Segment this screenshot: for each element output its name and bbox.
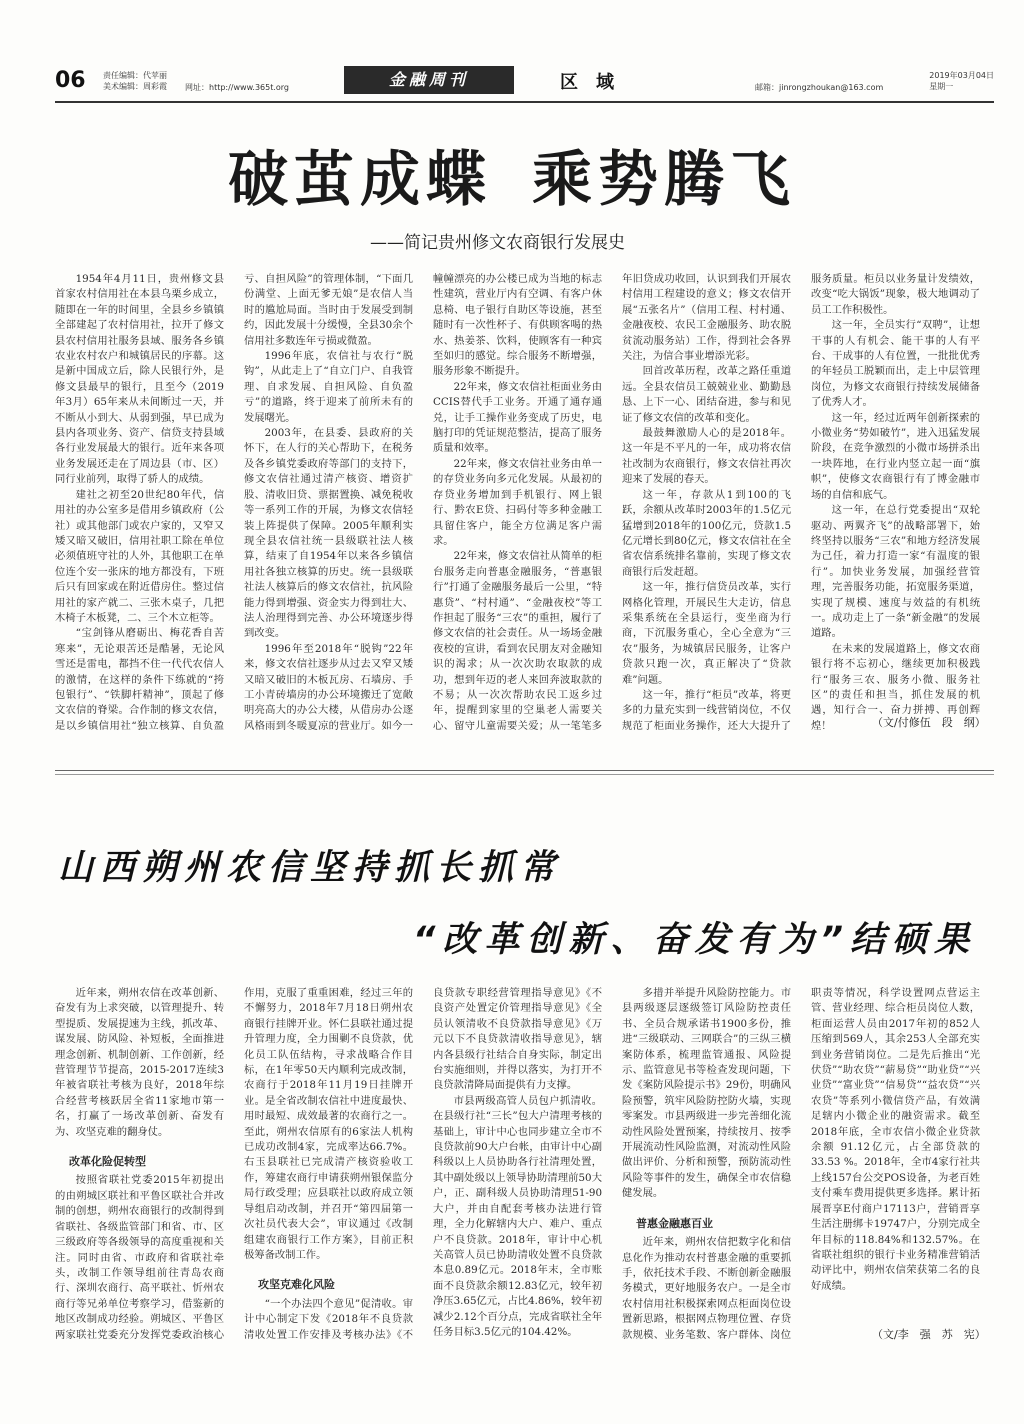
- article1-byline: （文/付修伍 段 纲）: [872, 716, 986, 729]
- article1-paragraph: 这一年，经过近两年创新探索的小微业务“势如破竹”，进入迅猛发展阶段，在竞争激烈的小微市场拼杀出一块阵地，在行业内竖立起一面“旗帜”，使修文农商银行有了博金融市场的自信和底气。: [811, 411, 980, 501]
- article2-paragraph: 按照省联社党委2015年初提出的由朔城区联社和平鲁区联社合并改制的创想，朔州农商银行的改制得到省联社、各级监管部门和省、市、区三级政府等各级领导的高度重视和关注。同时由省、市政府和省联社牵头，改制工作领导组前往青岛农商行、深圳农商行、高平联社、忻州农商行等兄弟单位考察学习，借鉴新的地区改制成功经验。朔城区、平鲁区两家联社党委充分发挥党委政治核心作用，克服了重重困难，经过三年的不懈努力，2018年7月18日朔州农商银行挂牌开业。怀仁县联社通过提升管理力度，全力围剿不良贷款，优化员工队伍结构，寻求战略合作目标，在1年零50天内顺利完成改制，农商行于2018年11月19日挂牌开业。是全省改制农信社中进度最快、用时最短、成效最著的农商行之一。至此，朔州农信原有的6家法人机构已成功改制4家，完成率达66.7%。右玉县联社已完成清产核资验收工作，筹建农商行申请获朔州银保监分局行政受理；应县联社以政府成立领导组启动改制，并召开“第四届第一次社员代表大会”，审议通过《改制组建农商银行工作方案》，目前正积极筹备改制工作。: [55, 987, 413, 1341]
- article2-paragraph: 多措并举提升风险防控能力。市县两级逐层逐级签订风险防控责任书、全员合规承诺书1900多份，推进“三级联动、三网联合”的三纵三横案防体系，梳理监管通报、风险提示、监管意见书等检查发现问题，下发《案防风险提示书》29份，明确风险预警，筑牢风险防控防火墙，实现零案发。市县两级进一步完善细化流动性风险处置预案，持续按月、按季开展流动性风险监测，对流动性风险做出评价、分析和预警，预防流动性风险等事件的发生，确保全市农信稳健发展。: [622, 987, 791, 1200]
- article1-paragraph: 这一年，推行信贷员改革，实行网格化管理，开展民生大走访，信息采集系统在全县运行，变坐商为行商，下沉服务重心，全心全意为“三农”服务，为城镇居民服务，让客户贷款只跑一次，真正解决了“贷款难”问题。: [622, 581, 791, 686]
- article1-paragraph: 建社之初至20世纪80年代，信用社的办公室多是借用乡镇政府（公社）或其他部门或农户家的，又窄又矮又暗又破旧，信用社职工除在单位必须值班守社的人外，其他职工在单位连个安一张床的地方都没有，下班后只有回家或在附近借房住。整过信用社的家产就二、三张木桌子，几把木椅子木板凳，二、三个木立柜等。: [55, 488, 224, 624]
- article1-headline-part1: 破茧成蝶: [228, 145, 492, 215]
- article1-headline-part2: 乘势腾飞: [532, 145, 796, 215]
- article2-headline-line1: 山西朔州农信坚持抓长抓常: [58, 848, 563, 888]
- editor-credits: [103, 70, 167, 92]
- article2-byline: （文/李 强 苏 宪）: [872, 1328, 986, 1341]
- article2-paragraph: 市县两级高管人员包户抓清收。在县级行社“三长”包大户清理考核的基础上，审计中心也同步建立全市不良贷款前90大户台帐，由审计中心副科级以上人员协助各行社清理处置，其中副处级以上领导协助清理前50大户，正、副科级人员协助清理51-90大户，并由自配套考核办法进行管理，全力化解辖内大户、难户、重点户不良贷款。2018年，审计中心机关高管人员已协助清收处置不良贷款本息0.89亿元。2018年末，全市账面不良贷款余额12.83亿元，较年初净压3.65亿元，占比4.86%，较年初减少2.12个百分点，完成省联社全年任务目标3.5亿元的104.42%。: [433, 1094, 602, 1338]
- article-divider: [55, 770, 994, 771]
- article1-paragraph: 1996年底，农信社与农行“脱钩”，从此走上了“自立门户、自我管理、自求发展、自担风险、自负盈亏”的道路，终于迎来了前所未有的发展曙光。: [244, 350, 413, 424]
- article1-paragraph: 2003年，在县委、县政府的关怀下，在人行的关心帮助下，在税务及各乡镇党委政府等部门的支持下，修文农信社通过清产核资、增资扩股、清收旧贷、票据置换、减免税收等一系列工作的开展，为修文农信轻装上阵提供了保障。2005年顺利实现全县农信社统一县级联社法人核算，结束了自1954年以来各乡镇信用社各独立核算的历史。统一县级联社法人核算后的修文农信社，抗风险能力得到增强、资金实力得到壮大、法人治理得到完善、办公环境逐步得到改变。: [244, 427, 413, 640]
- article1-paragraph: 最鼓舞激励人心的是2018年。这一年是不平凡的一年，成功将农信社改制为农商银行，修文农信社再次迎来了发展的春天。: [622, 427, 791, 486]
- article1-headline: [0, 132, 1024, 218]
- article1-paragraph: “宝剑锋从磨砺出、梅花香自苦寒来”，无论艰苦还是酷暑，无论风雪还是雷电，都挡不住一代代农信人的激情，在这样的条件下练就的“挎包银行”、“铁脚杆精神”，顶起了修文农信的脊梁。合作制的修文农信，是以乡镇信用社“独立核算、自负盈亏、自担风险”的管理体制，“下面几份满堂、上面无爹无娘”是农信人当时的尴尬局面。当时由于发展受到制约，因此发展十分缓慢，全县30余个信用社多数连年亏损或微盈。: [55, 273, 413, 732]
- article1-paragraph: 这一年，推行“柜员”改革，将更多的力量充实到一线营销岗位，不仅规范了柜面业务操作，还大大提升了服务质量。柜员以业务量计发绩效，改变“吃大锅饭”现象，极大地调动了员工工作积极性。: [622, 273, 980, 732]
- article1-paragraph: 1996年至2018年“脱钩”22年来，修文农信社逐步从过去又窄又矮又暗又破旧的木板瓦房、石墙房、手工小青砖墙房的办公环境搬迁了宽敞明亮高大的办公大楼，从借房办公逐风格雨到冬暖夏凉的营业厅。如今一幢幢漂亮的办公楼已成为当地的标志性建筑，营业厅内有空调、有客户休息椅、电子银行自助区等设施，甚至随时有一次性杯子、有供顾客喝的热水、热姜茶、饮料，使顾客有一种宾至如归的感觉。综合服务不断增强，服务形象不断提升。: [244, 273, 602, 732]
- email-line: 邮箱：jinrongzhoukan@163.com: [755, 83, 884, 92]
- article2-headline-line2: “改革创新、奋发有为”结硕果: [412, 920, 976, 960]
- masthead-logo: 金融周刊: [344, 66, 514, 94]
- article1-paragraph: 这一年，存款从1到100的飞跃，余额从改革时2003年的1.5亿元猛增到2018年的100亿元，贷款1.5亿元增长到80亿元，修文农信社在全省农信系统排名靠前，实现了修文农商银行后发赶超。: [622, 488, 791, 578]
- editor-line: 责任编辑：代苹丽: [103, 71, 167, 80]
- article2-paragraph: “一个办法四个意见”促清收。审计中心制定下发《2018年不良贷款清收处置工作安排及考核办法》《不良贷款专职经营管理指导意见》《不良资产处置定价管理指导意见》《全员认领清收不良贷款指导意见》《万元以下不良贷款清收指导意见》，辖内各县级行社结合自身实际，制定出台实施细则，并得以落实，为打开不良贷款清降局面提供有力支撑。: [244, 987, 602, 1341]
- article1-paragraph: 22年来，修文农信社从简单的柜台服务走向普惠金融服务，“普惠银行”打通了金融服务最后一公里，“特惠贷”、“村村通”、“金融夜校”等工作担起了服务“三农”的重担，履行了修文农信的社会责任。从一场场金融夜校的宣讲，看到农民朋友对金融知识的渴求；从一次次助农取款的成功，想到年迈的老人来回奔波取款的不易；从一次次帮助农民工返乡过年，提醒到家里的空巢老人需要关心、留守儿童需要关爱；从一笔笔多年旧贷成功收回，认识到我们开展农村信用工程建设的意义；修文农信开展“五张名片”（信用工程、村村通、金融夜校、农民工金融服务、助农脱贫流动服务站）工作，得到社会各界关注，为信合事业增添光彩。: [433, 273, 791, 732]
- article2-subheading: 普惠金融惠百业: [636, 1216, 713, 1230]
- article2-body: [55, 986, 980, 1386]
- article1-body: [55, 272, 980, 740]
- designer-line: 美术编辑：周彩霞: [103, 82, 167, 91]
- article2-subheading: 攻坚克难化风险: [258, 1278, 335, 1292]
- page-header: [55, 66, 994, 100]
- article1-paragraph: 这一年，在总行党委提出“双轮驱动、两翼齐飞”的战略部署下，始终坚持以服务“三农”和地方经济发展为己任，着力打造一家“有温度的银行”。加快业务发展，加强经营管理，完善服务功能，拓宽服务渠道，实现了规模、速度与效益的有机统一。成功走上了一条“新金融”的发展道路。: [811, 504, 980, 640]
- date-line: 2019年03月04日: [929, 71, 994, 80]
- article1-paragraph: 22年来，修文农信社柜面业务由CCIS替代手工业务。开通了通存通兑，让手工操作业务变成了历史，电脑打印的凭证规范整洁，提高了服务质量和效率。: [433, 380, 602, 455]
- article1-paragraph: 回首改革历程，改革之路任重道远。全县农信员工兢兢业业、勤勤恳恳、上下一心、团结奋进，参与和见证了修文农信的改革和变化。: [622, 365, 791, 424]
- article2-paragraph: 近年来，朔州农信在改革创新、奋发有为上求突破，以管理提升、转型提质、发展提速为主线，抓改革、谋发展、防风险、补短板，全面推进理念创新、机制创新、工作创新，经营管理节节提高，2015-2017连续3年被省联社考核为良好，2018年综合经营考核跃居全省11家地市第一名，打赢了一场改革创新、奋发有为、攻坚克难的翻身仗。: [55, 987, 224, 1138]
- article1-paragraph: 1954年4月11日，贵州修文县首家农村信用社在本县乌栗乡成立，随即在一年的时间里，全县乡乡镇镇全部建起了农村信用社，拉开了修文县农村信用社服务县域、服务各乡镇农业农村农户和城镇居民的序幕。这是新中国成立后，除人民银行外，是修文县最早的银行，且至今（2019年3月）65年来从未间断过一天，并不断从小到大、从弱到强，早已成为县内各项业务、资产、信贷支持县域各行业发展最大的银行。近年来各项业务发展还走在了周边县（市、区）同行业前列，取得了骄人的成绩。: [55, 273, 224, 486]
- weekday-line: 星期一: [929, 82, 954, 91]
- article2-subheading: 改革化险促转型: [69, 1155, 146, 1169]
- page-number: 06: [55, 68, 86, 93]
- article1-subtitle: ——简记贵州修文农商银行发展史: [370, 233, 625, 253]
- article-divider-secondary: [55, 774, 994, 775]
- article1-paragraph: 这一年，全员实行“双聘”，让想干事的人有机会、能干事的人有平台、干成事的人有位置，一批批优秀的年轻员工脱颖而出，走上中层管理岗位，为修文农商银行持续发展储备了优秀人才。: [811, 319, 980, 409]
- section-name: 区域: [560, 72, 632, 93]
- article1-paragraph: 22年来，修文农信社业务由单一的存贷业务向多元化发展。从最初的存贷业务增加到手机银行、网上银行、黔农E贷、扫码付等多种金融工具留住客户，能全方位满足客户需求。: [433, 457, 602, 547]
- issue-date: [929, 70, 994, 92]
- header-rule: [55, 101, 994, 103]
- website-line: 网址：http://www.365t.org: [185, 83, 290, 92]
- article2-paragraph: 近年来，朔州农信把数字化和信息化作为推动农村普惠金融的重要抓手，依托技术手段、不断创新金融服务模式，更好地服务农户。一是全市农村信用社积极探索网点柜面岗位设置新思路，根据网点物理位置、存贷款规模、业务笔数、客户群体、岗位职责等情况，科学设置网点营运主管、营业经理、综合柜员岗位人数，柜面运营人员由2017年初的852人压缩到569人，其余253人全部充实到业务营销岗位。二是先后推出“光伏贷”“助农贷”“薪易贷”“助业贷”“兴业贷”“富业贷”“信易贷”“益农贷”“兴农贷”等系列小微信贷产品，有效满足辖内小微企业的融资需求。截至2018年底，全市农信小微企业贷款余额 91.12亿元，占全部贷款的33.53 %。2018年，全市4家行社共上线157台公交POS设备，为老百姓支付乘车费用提供更多选择。累计拓展晋享E付商户17113户，营销晋享生活注册绑卡19747户，分别完成全年目标的118.84%和132.57%。在省联社组织的银行卡业务精准营销活动评比中，朔州农信荣获第二名的良好成绩。: [622, 987, 980, 1341]
- article1-paragraph: 在未来的发展道路上，修文农商银行将不忘初心，继续更加积极践行“服务三农、服务小微、服务社区”的责任和担当，抓住发展的机遇，知行合一、奋力拼搏、再创辉煌！: [811, 642, 980, 732]
